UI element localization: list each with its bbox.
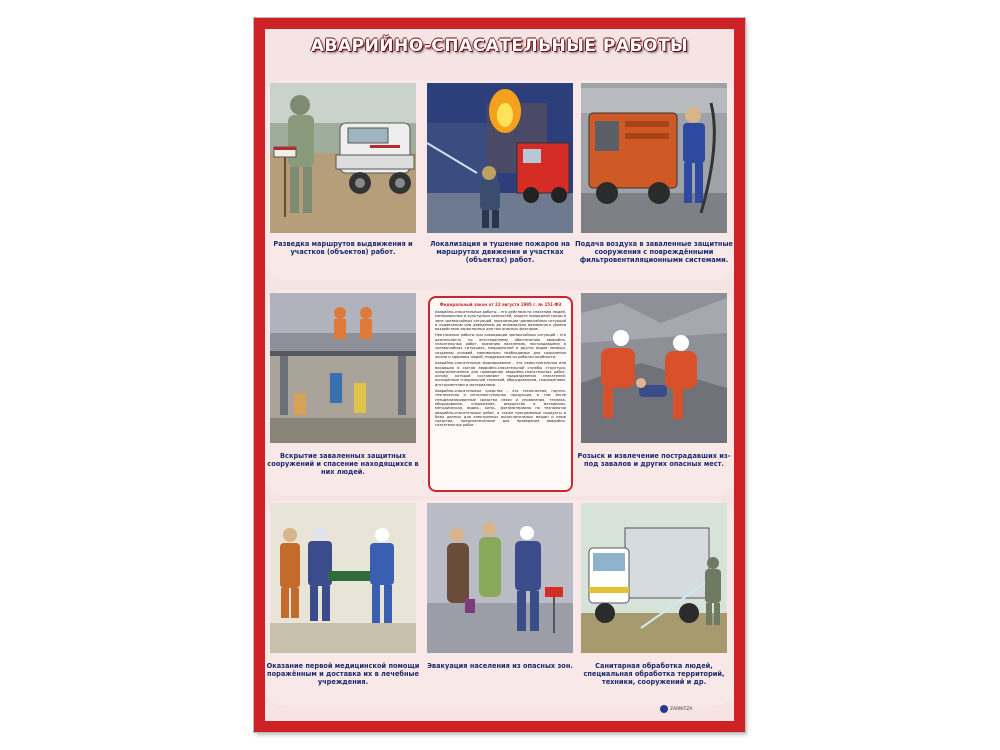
publisher-logo-icon [660,705,668,713]
definitions-box [428,296,573,492]
air-supply-illustration [581,83,727,233]
publisher-mark [660,705,692,713]
caption-first-aid: Оказание первой медицинской помощи поражённым и доставка их в лечебные учреждения. [266,662,420,686]
panel-air-supply [581,83,727,233]
caption-air-supply: Подача воздуха в заваленные защитные сооружения с повреждёнными фильтровентиляционными системами. [575,240,733,264]
search-rescue-illustration [581,293,727,443]
panel-first-aid [270,503,416,653]
publisher-name: ZARNITZA [670,706,693,712]
law-reference: Федеральный закон от 22 августа 1995 г. № 151-ФЗ [439,302,562,307]
definition-paragraph: Аварийно-спасательные средства – это техническая, научно-техническая и интеллектуальная продукция, в том числе специализированные средства связи и управления, техника, оборудование, снаряжение, имущество и материалы, методическая, видео-, кино-, фотоматериалы по технологии аварийно-спасательных работ, а также программные продукты и базы данных для электронных вычислительных машин и иные средства, предназначенные для проведения аварийно-спасательных работ. [435,389,566,428]
panel-decontamination [581,503,727,653]
panel-evacuation [427,503,573,653]
firefighting-illustration [427,83,573,233]
caption-opening-shelters: Вскрытие заваленных защитных сооружений и спасение находящихся в них людей. [267,452,419,476]
title-bar [254,18,745,74]
reconnaissance-illustration [270,83,416,233]
decontamination-illustration [581,503,727,653]
panel-search-rescue [581,293,727,443]
definition-paragraph: Аварийно-спасательные работы – это действия по спасению людей, материальных и культурных ценностей, защите природной среды в зоне чрезвычайных ситуаций, локализации чрезвычайных ситуаций и подавлению или доведению до минимально возможного уровня воздействия характерных для них опасных факторов. [435,310,566,332]
caption-reconnaissance: Разведка маршрутов выдвижения и участков (объектов) работ. [273,240,413,256]
panel-reconnaissance [270,83,416,233]
evacuation-illustration [427,503,573,653]
first-aid-illustration [270,503,416,653]
poster-title: АВАРИЙНО-СПАСАТЕЛЬНЫЕ РАБОТЫ [310,36,689,56]
caption-decontamination: Санитарная обработка людей, специальная обработка территорий, техники, сооружений и др. [583,662,725,686]
definition-paragraph: Аварийно-спасательное формирование – это самостоятельная или входящая в состав аварийно-спасательной службы структура, предназначенная для проведения аварийно-спасательных работ, основу которой составляют подразделения спасателей, оснащённые специальной техникой, оборудованием, снаряжением, инструментами и материалами. [435,361,566,387]
definitions-text [435,310,566,428]
caption-evacuation: Эвакуация населения из опасных зон. [427,662,573,670]
panel-firefighting [427,83,573,233]
panel-opening-shelters [270,293,416,443]
caption-search-rescue: Розыск и извлечение пострадавших из-под завалов и других опасных мест. [577,452,731,468]
definition-paragraph: Неотложные работы при ликвидации чрезвычайных ситуаций – это деятельность по всестороннему обеспечению аварийно-спасательных работ, оказанию населению, пострадавшему в чрезвычайных ситуациях, медицинской и других видов помощи, созданию условий, минимально необходимых для сохранения жизни и здоровья людей, поддержания их работоспособности. [435,333,566,359]
caption-firefighting: Локализация и тушение пожаров на маршрутах движения и участках (объектах) работ. [430,240,570,264]
opening-shelters-illustration [270,293,416,443]
